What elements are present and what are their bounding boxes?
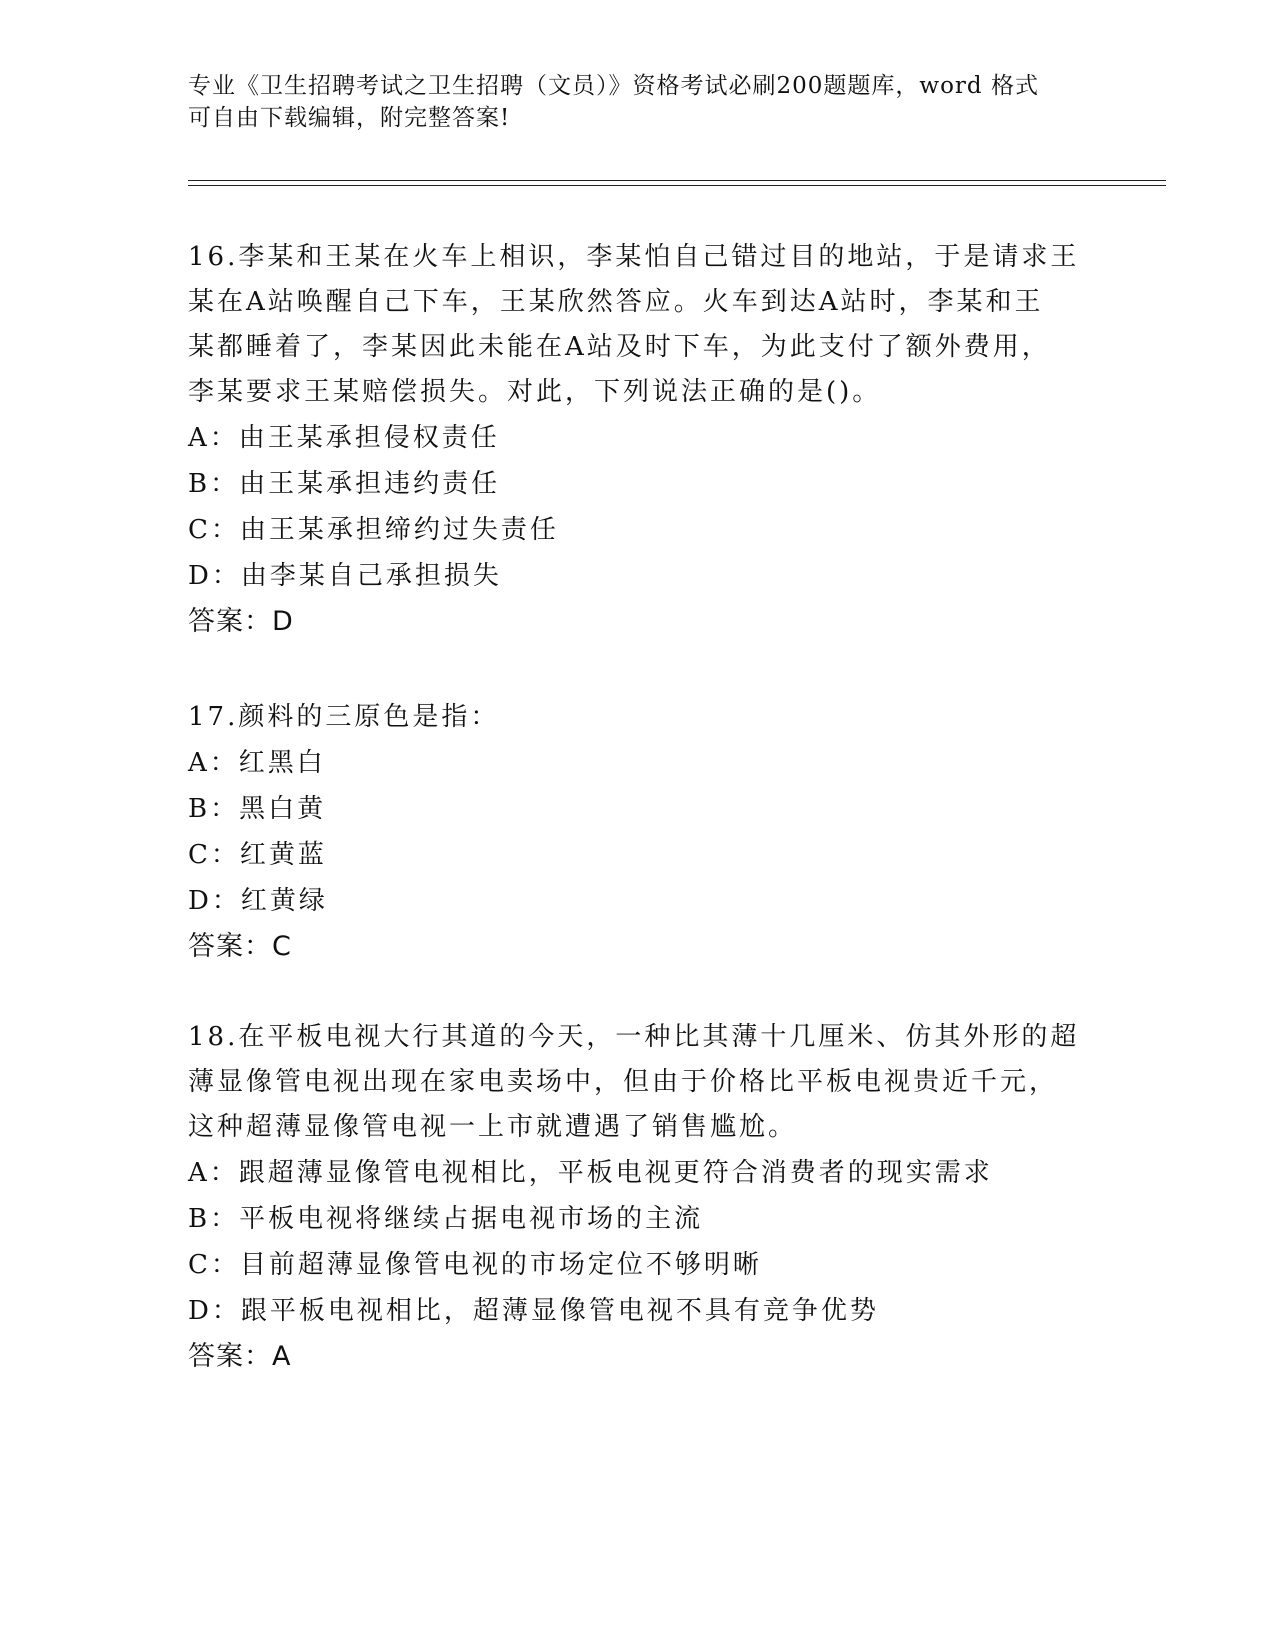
option-c: C：由王某承担缔约过失责任 (188, 515, 559, 545)
question-text-line: 这种超薄显像管电视一上市就遭遇了销售尴尬。 (188, 1112, 798, 1142)
answer-line: 答案：A (188, 1341, 292, 1372)
question-17 (188, 695, 1088, 970)
option-b: B：平板电视将继续占据电视市场的主流 (188, 1204, 704, 1234)
document-header (188, 70, 1088, 134)
option-b: B：由王某承担违约责任 (188, 469, 501, 499)
header-divider-top (188, 180, 1166, 181)
question-text-line: 16.李某和王某在火车上相识，李某怕自己错过目的地站，于是请求王 (188, 242, 1080, 272)
option-a: A：红黑白 (188, 748, 326, 778)
answer-line: 答案：C (188, 931, 292, 962)
option-a: A：跟超薄显像管电视相比，平板电视更符合消费者的现实需求 (188, 1158, 993, 1188)
question-text-line: 薄显像管电视出现在家电卖场中，但由于价格比平板电视贵近千元， (188, 1067, 1059, 1097)
question-text-line: 李某要求王某赔偿损失。对此，下列说法正确的是()。 (188, 377, 882, 407)
question-18 (188, 1015, 1088, 1380)
header-title-line-2: 可自由下载编辑，附完整答案! (188, 105, 511, 131)
question-text-line: 某在A站唤醒自己下车，王某欣然答应。火车到达A站时，李某和王 (188, 287, 1044, 317)
option-b: B：黑白黄 (188, 794, 327, 824)
header-title-line-1: 专业《卫生招聘考试之卫生招聘（文员）》资格考试必刷200题题库，word 格式 (188, 73, 1039, 99)
question-text-line: 17.颜料的三原色是指： (188, 702, 500, 732)
answer-line: 答案：D (188, 606, 294, 637)
header-divider-bottom (188, 185, 1166, 186)
option-c: C：目前超薄显像管电视的市场定位不够明晰 (188, 1250, 762, 1280)
option-d: D：由李某自己承担损失 (188, 561, 502, 591)
option-d: D：跟平板电视相比，超薄显像管电视不具有竞争优势 (188, 1296, 879, 1326)
option-c: C：红黄蓝 (188, 840, 327, 870)
question-16 (188, 235, 1088, 645)
question-text-line: 18.在平板电视大行其道的今天，一种比其薄十几厘米、仿其外形的超 (188, 1022, 1080, 1052)
option-a: A：由王某承担侵权责任 (188, 423, 500, 453)
option-d: D：红黄绿 (188, 886, 328, 916)
question-text-line: 某都睡着了，李某因此未能在A站及时下车，为此支付了额外费用， (188, 332, 1051, 362)
